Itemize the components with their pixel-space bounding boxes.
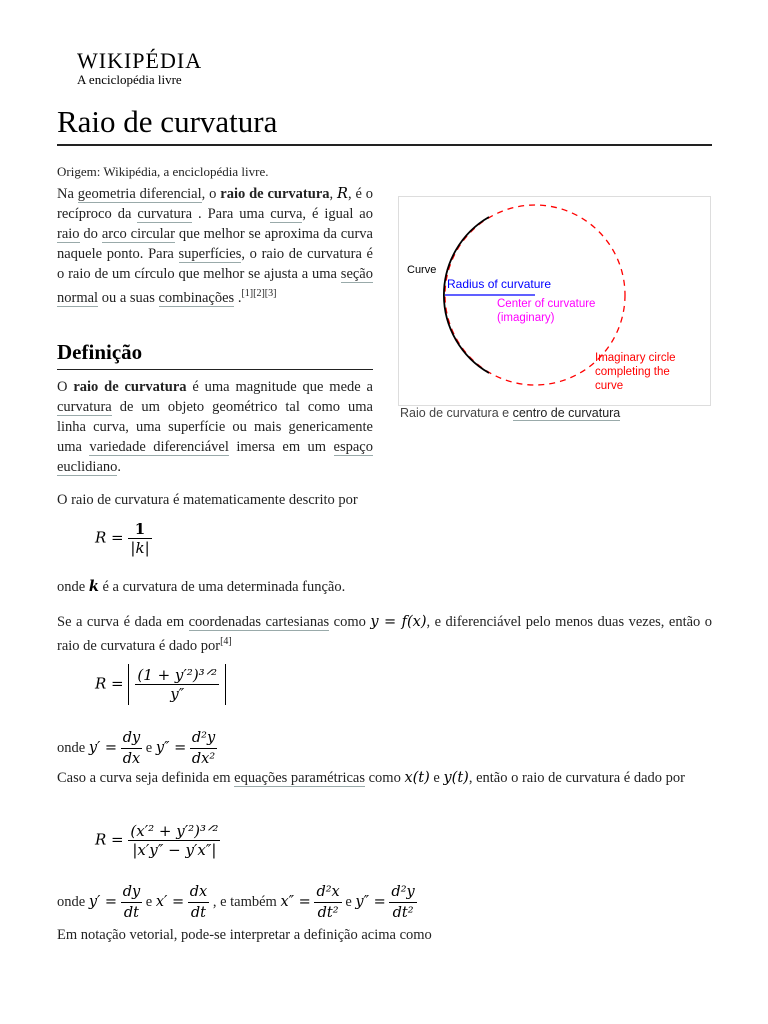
- label-radius: Radius of curvature: [447, 277, 552, 291]
- label-curve: Curve: [407, 264, 437, 276]
- section-divider: [57, 369, 373, 370]
- link-coordenadas-cartesianas[interactable]: coordenadas cartesianas: [188, 614, 330, 630]
- title-divider: [57, 144, 712, 146]
- curvature-figure[interactable]: [398, 196, 711, 406]
- section-heading-definicao: Definição: [57, 340, 143, 364]
- onde-y-text: onde y′ = $\frac{dy}{dx}$ e y″ = $\frac{\text{d²y}}{\text{dx²}}$: [57, 730, 216, 767]
- page-title: Raio de curvatura: [57, 104, 278, 139]
- figure-caption: Raio de curvatura e centro de curvatura: [400, 406, 621, 420]
- link-raio[interactable]: raio: [57, 226, 80, 242]
- link-curvatura-2[interactable]: curvatura: [57, 399, 112, 415]
- curvature-diagram: [399, 197, 710, 405]
- formula-cartesian: R = $\frac{\text{(1 + y′²)³ᐟ²}}{y''}$: [95, 664, 226, 705]
- label-curve-2: curve: [595, 380, 624, 392]
- origin-note: Origem: Wikipédia, a enciclopédia livre.: [57, 164, 269, 179]
- vector-paragraph: Em notação vetorial, pode-se interpretar a definição acima como: [57, 927, 432, 943]
- onde-k-text: onde k é a curvatura de uma determinada função.: [57, 578, 346, 595]
- label-center: Center of curvature: [497, 298, 596, 310]
- label-imaginary-circle: Imaginary circle: [595, 352, 676, 364]
- intro-paragraph: Na geometria diferencial, o raio de curvatura, R, é o recíproco da curvatura . Para uma curva, é igual ao raio do arco circular que melhor se aproxima da curva naquele ponto. Para superfícies, o raio de curvatura é o raio de um círculo que melhor se ajusta a uma seção normal ou a suas combinações .[1][2][3]: [57, 186, 374, 306]
- formula-radius: R = $\frac{1}{|k|}$: [95, 520, 150, 557]
- parametric-paragraph: Caso a curva seja definida em equações paramétricas como x(t) e y(t), então o raio de curvatura é dado por: [57, 770, 686, 786]
- link-centro-de-curvatura[interactable]: centro de curvatura: [512, 406, 621, 420]
- onde-param-text: onde y′ = $\frac{dy}{dt}$ e x′ = $\frac{dx}{dt}$ , e também x″ = $\frac{\text{d²x}}{\text{dt²}}$ e y″ = $\frac{\text{d²y}}{\text{dt²}}$: [57, 884, 415, 921]
- formula-parametric: R = $\frac{\text{(x′² + y′²)³ᐟ²}}{|x'y'' - y'x''|}$: [95, 822, 219, 859]
- link-superficies[interactable]: superfícies: [178, 246, 242, 262]
- definition-paragraph: O raio de curvatura é uma magnitude que mede a curvatura de um objeto geométrico tal como uma linha curva, uma superfície ou mais genericamente uma variedade diferenciável imersa em um espaço euclidiano.: [57, 379, 373, 475]
- reference-links[interactable]: [1][2][3]: [241, 288, 277, 299]
- link-curvatura[interactable]: curvatura: [137, 206, 193, 222]
- link-espaco-euclidiano[interactable]: espaço euclidiano: [57, 439, 373, 475]
- reference-4[interactable]: [4]: [220, 636, 232, 647]
- cartesian-paragraph: Se a curva é dada em coordenadas cartesianas como y = f(x), e diferenciável pelo menos duas vezes, então o raio de curvatura é dado por[4]: [57, 614, 713, 654]
- label-center-imaginary: (imaginary): [497, 312, 555, 324]
- link-variedade-diferenciavel[interactable]: variedade diferenciável: [89, 439, 229, 455]
- label-completing: completing the: [595, 366, 670, 378]
- wikipedia-tagline: A enciclopédia livre: [77, 72, 182, 87]
- link-combinacoes[interactable]: combinações: [158, 289, 235, 306]
- link-equacoes-parametricas[interactable]: equações paramétricas: [234, 770, 365, 786]
- math-description: O raio de curvatura é matematicamente descrito por: [57, 492, 358, 508]
- wikipedia-logo[interactable]: WIKIPÉDIA: [77, 48, 203, 73]
- link-arco-circular[interactable]: arco circular: [101, 226, 175, 242]
- link-geometria-diferencial[interactable]: geometria diferencial: [77, 186, 202, 202]
- link-secao-normal[interactable]: seção normal: [57, 266, 373, 306]
- link-curva[interactable]: curva: [270, 206, 303, 222]
